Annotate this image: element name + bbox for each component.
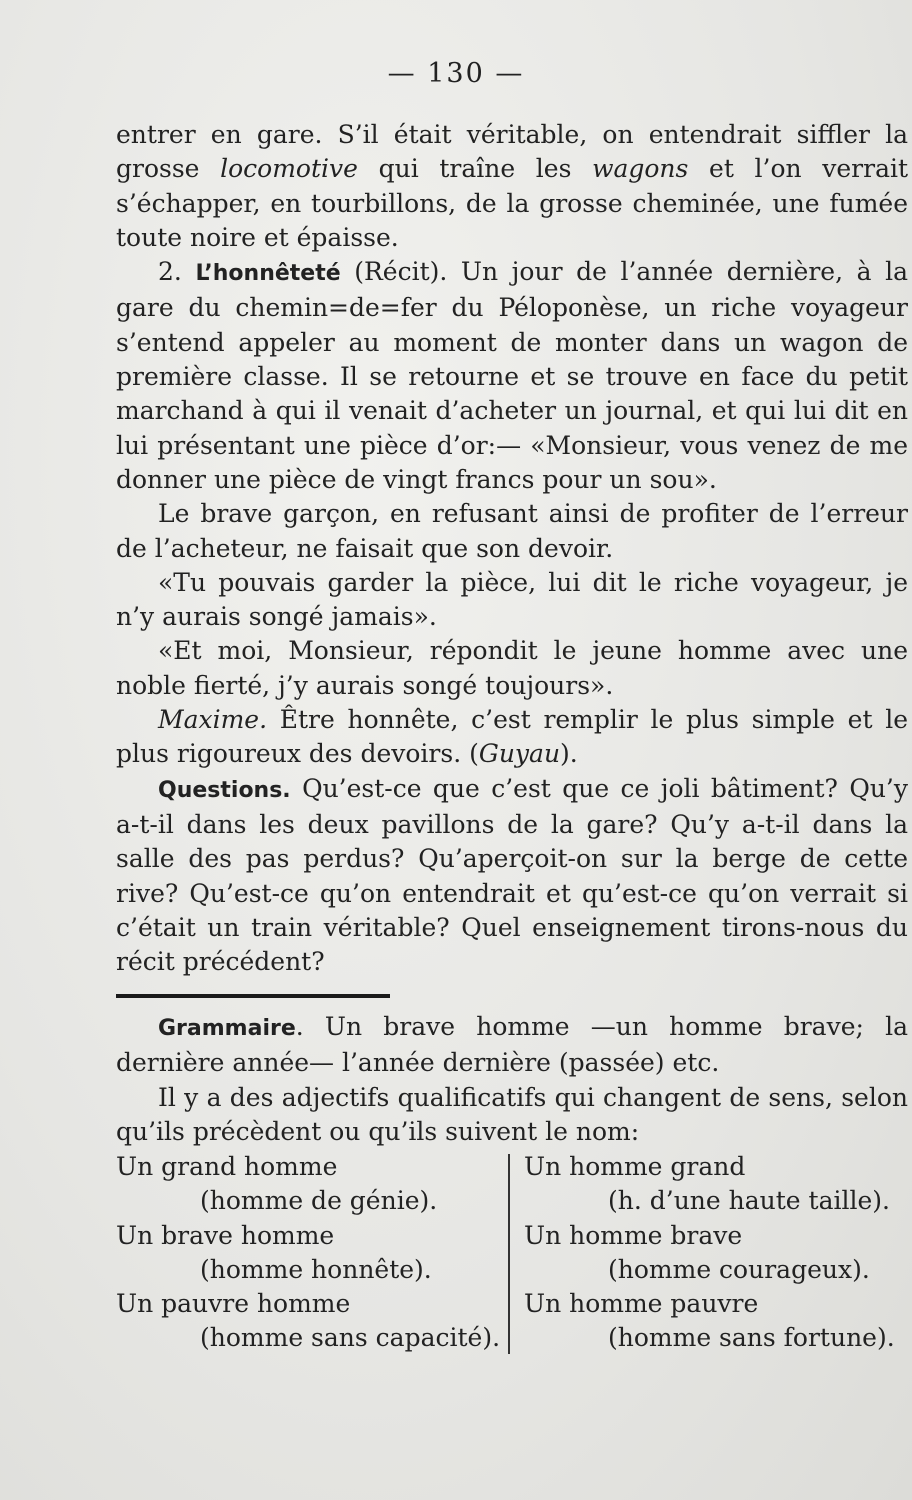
left-meaning: (homme de génie). — [200, 1186, 438, 1216]
left-phrase: Un grand homme — [116, 1152, 338, 1181]
paragraph-honnetete: 2. L’honnêteté (Récit). Un jour de l’année dernière, à la gare du chemin=de=fer du Péloponèse, un riche voyageur s’entend appeler au moment de monter dans un wagon de première classe. Il se retourne et se trouve en face du petit marchand à qui il venait d’acheter un journal, et qui lui dit en lui présentant une pièce d’or:— «Monsieur, vous venez de me donner une pièce de vingt francs pour un sou». — [116, 257, 908, 494]
right-meaning: (homme sans fortune). — [608, 1323, 895, 1353]
questions-label: Questions. — [158, 777, 291, 803]
word-wagons: wagons — [592, 154, 689, 184]
body-text — [116, 118, 908, 979]
right-column — [524, 1150, 908, 1356]
left-column — [116, 1150, 501, 1356]
right-meaning: (homme courageux). — [608, 1254, 870, 1284]
section-divider-rule — [116, 994, 390, 998]
paragraph-brave-garcon: Le brave garçon, en refusant ainsi de profiter de l’erreur de l’acheteur, ne faisait que son devoir. — [116, 499, 908, 563]
grammar-explanation: Il y a des adjectifs qualificatifs qui changent de sens, selon qu’ils précèdent ou qu’ils suivent le nom: — [116, 1082, 908, 1146]
left-phrase: Un brave homme — [116, 1220, 335, 1250]
paragraph-questions: Questions. Qu’est-ce que c’est que ce joli bâtiment? Qu’y a-t-il dans les deux pavillons de la gare? Qu’y a-t-il dans la salle des pas perdus? Qu’aperçoit-on sur la berge de cette rive? Qu’est-ce qu’on entendrait et qu’est-ce qu’on verrait si c’était un train véritable? Quel enseignement tirons-nous du récit précédent? — [116, 773, 908, 977]
maxime-label: Maxime. — [158, 705, 268, 735]
right-phrase: Un homme pauvre — [524, 1289, 759, 1319]
left-phrase: Un pauvre homme — [116, 1289, 351, 1319]
section-title-honnetete: L’honnêteté — [195, 261, 341, 287]
grammar-label: Grammaire — [158, 1016, 296, 1041]
grammar-section — [116, 1010, 908, 1149]
right-phrase: Un homme brave — [524, 1220, 743, 1250]
paragraph-intro: entrer en gare. S’il était véritable, on entendrait siffler la grosse locomotive qui traîne les wagons et l’on verrait s’échapper, en tourbillons, de la grosse cheminée, une fumée toute noire et épaisse. — [116, 120, 909, 252]
left-meaning: (homme honnête). — [200, 1254, 432, 1284]
left-meaning: (homme sans capacité). — [200, 1323, 501, 1353]
word-locomotive: locomotive — [220, 154, 358, 184]
adjective-comparison-table — [116, 1150, 908, 1355]
paragraph-maxime: Maxime. Être honnête, c’est remplir le plus simple et le plus rigoureux des devoirs. (Guyau). — [116, 705, 908, 769]
right-phrase: Un homme grand — [524, 1152, 746, 1181]
column-divider — [508, 1154, 510, 1354]
paragraph-quote-voyageur: «Tu pouvais garder la pièce, lui dit le riche voyageur, je n’y aurais songé jamais». — [116, 567, 908, 632]
paragraph-quote-jeune-homme: «Et moi, Monsieur, répondit le jeune homme avec une noble fierté, j’y aurais songé toujours». — [116, 636, 908, 700]
right-meaning: (h. d’une haute taille). — [608, 1186, 890, 1216]
page-number: — 130 — — [387, 58, 525, 89]
grammar-intro: Grammaire. Un brave homme —un homme brave; la dernière année— l’année dernière (passée) etc. — [116, 1012, 908, 1078]
author-name: Guyau — [478, 739, 561, 769]
